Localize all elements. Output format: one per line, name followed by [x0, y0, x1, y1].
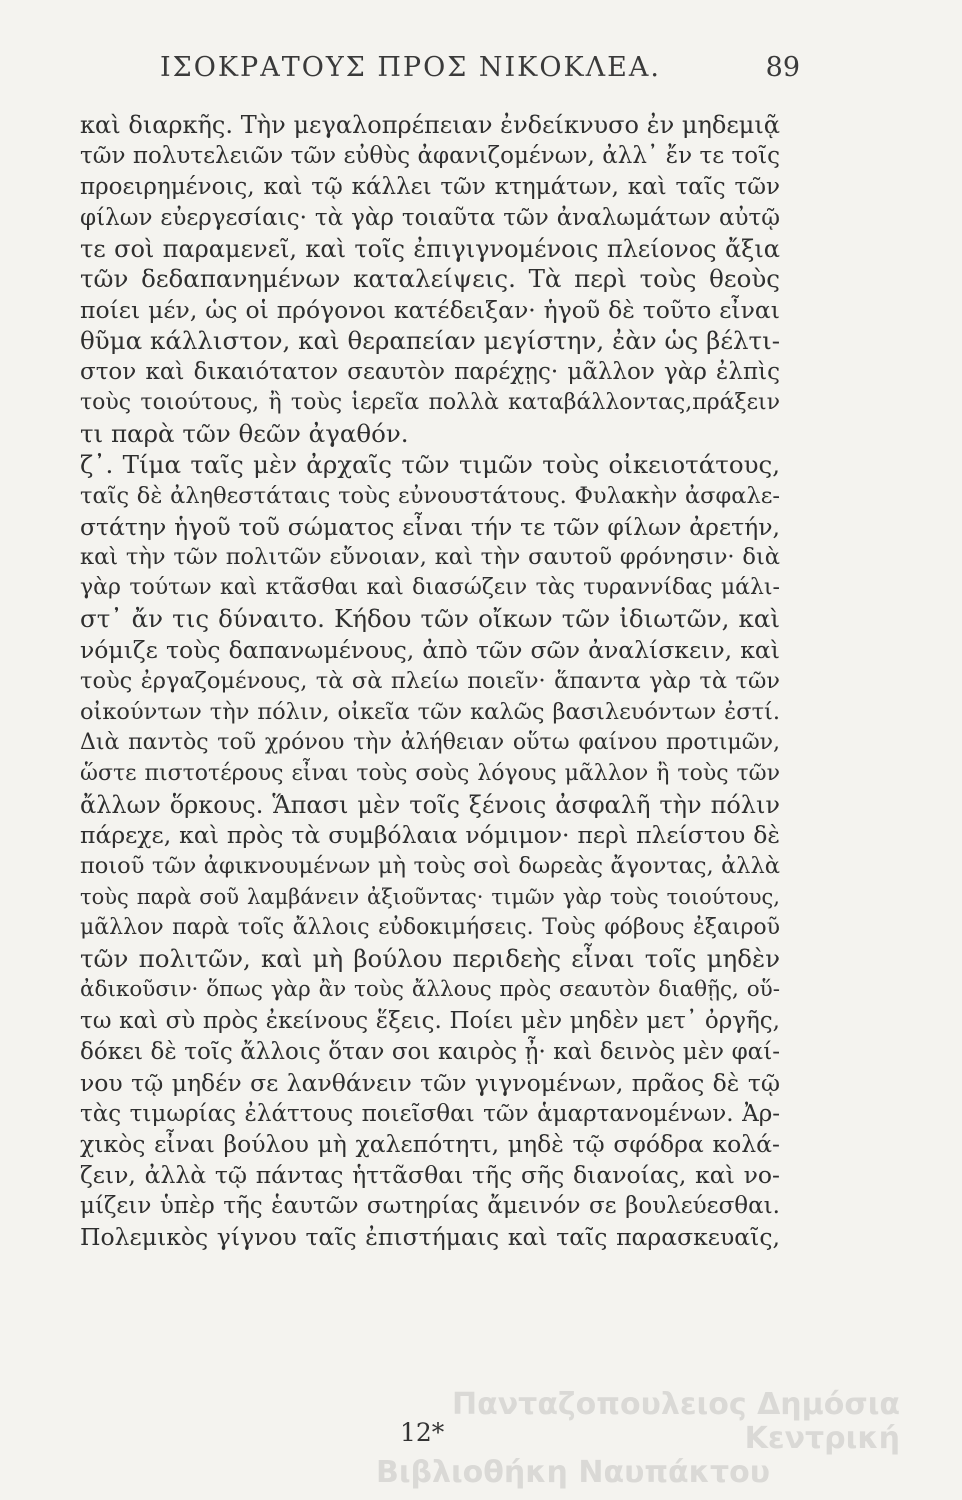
text-line: τω καὶ σὺ πρὸς ἐκείνους ἕξεις. Ποίει μὲν μηδὲν μετ᾽ ὀργῆς, [80, 1007, 780, 1034]
text-line: ποιοῦ τῶν ἀφικνουμένων μὴ τοὺς σοὶ δωρεὰς ἄγοντας, ἀλλὰ [80, 853, 780, 880]
text-line: τοὺς τοιούτους, ἢ τοὺς ἱερεῖα πολλὰ καταβάλλοντας,πράξειν [80, 390, 780, 416]
header-title: ΙΣΟΚΡΑΤΟΥΣ ΠΡΟΣ ΝΙΚΟΚΛΕΑ. [160, 52, 661, 83]
text-line: θῦμα κάλλιστον, καὶ θεραπείαν μεγίστην, ἐὰν ὡς βέλτι- [80, 326, 780, 356]
text-line: μᾶλλον παρὰ τοῖς ἄλλοις εὐδοκιμήσεις. Τοὺς φόβους ἐξαιροῦ [80, 915, 780, 941]
text-line: τοὺς παρὰ σοῦ λαμβάνειν ἀξιοῦντας· τιμῶν γὰρ τοὺς τοιούτους, [80, 885, 780, 910]
page-number: 89 [765, 52, 800, 83]
text-line: ποίει μέν, ὡς οἱ πρόγονοι κατέδειξαν· ἡγοῦ δὲ τοῦτο εἶναι [80, 296, 780, 325]
text-line: τῶν πολιτῶν, καὶ μὴ βούλου περιδεὴς εἶναι τοῖς μηδὲν [80, 944, 780, 974]
text-line: χικὸς εἶναι βούλου μὴ χαλεπότητι, μηδὲ τῷ σφόδρα κολά- [80, 1130, 780, 1159]
text-line: στάτην ἡγοῦ τοῦ σώματος εἶναι τήν τε τῶν φίλων ἀρετήν, [80, 512, 780, 541]
text-line: ζειν, ἀλλὰ τῷ πάντας ἡττᾶσθαι τῆς σῆς διανοίας, καὶ νο- [80, 1161, 780, 1190]
text-line: πάρεχε, καὶ πρὸς τὰ συμβόλαια νόμιμον· περὶ πλείστου δὲ [80, 821, 780, 850]
text-line: τι παρὰ τῶν θεῶν ἀγαθόν. [80, 418, 409, 448]
text-line: ταῖς δὲ ἀληθεστάταις τοὺς εὐνουστάτους. Φυλακὴν ἀσφαλε- [80, 482, 780, 509]
text-line: ὥστε πιστοτέρους εἶναι τοὺς σοὺς λόγους μᾶλλον ἢ τοὺς τῶν [80, 760, 780, 786]
signature-mark: 12* [400, 1418, 445, 1447]
text-line: στον καὶ δικαιότατον σεαυτὸν παρέχῃς· μᾶλλον γὰρ ἐλπὶς [80, 359, 780, 386]
text-line: καὶ τὴν τῶν πολιτῶν εὔνοιαν, καὶ τὴν σαυτοῦ φρόνησιν· διὰ [80, 544, 780, 571]
body-text [80, 110, 780, 1253]
text-line: γὰρ τούτων καὶ κτᾶσθαι καὶ διασώζειν τὰς τυραννίδας μάλι- [80, 575, 780, 601]
text-line: φίλων εὐεργεσίαις· τὰ γὰρ τοιαῦτα τῶν ἀναλωμάτων αὐτῷ [80, 204, 780, 231]
text-line: οἰκούντων τὴν πόλιν, οἰκεῖα τῶν καλῶς βασιλευόντων ἐστί. [80, 698, 780, 725]
text-line: μίζειν ὑπὲρ τῆς ἑαυτῶν σωτηρίας ἄμεινόν σε βουλεύεσθαι. [80, 1193, 780, 1220]
text-line: στ᾽ ἄν τις δύναιτο. Κήδου τῶν οἴκων τῶν ἰδιωτῶν, καὶ [80, 604, 780, 634]
text-line: δόκει δὲ τοῖς ἄλλοις ὅταν σοι καιρὸς ᾖ· καὶ δεινὸς μὲν φαί- [80, 1038, 780, 1065]
text-line: Διὰ παντὸς τοῦ χρόνου τὴν ἀλήθειαν οὕτω φαίνου προτιμῶν, [80, 729, 780, 755]
watermark-line-2: Βιβλιοθήκη Ναυπάκτου [375, 1455, 770, 1490]
text-line: καὶ διαρκῆς. Τὴν μεγαλοπρέπειαν ἐνδείκνυσο ἐν μηδεμιᾷ [80, 111, 780, 139]
text-line: τῶν δεδαπανημένων καταλείψεις. Τὰ περὶ τοὺς θεοὺς [80, 264, 780, 294]
text-line: ἀδικοῦσιν· ὅπως γὰρ ἂν τοὺς ἄλλους πρὸς σεαυτὸν διαθῇς, οὕ- [80, 976, 780, 1002]
text-line: τε σοὶ παραμενεῖ, καὶ τοῖς ἐπιγιγνομένοις πλείονος ἄξια [80, 234, 780, 263]
text-line: νου τῷ μηδέν σε λανθάνειν τῶν γιγνομένων, πρᾶος δὲ τῷ [80, 1068, 780, 1097]
text-line: ζ᾽. Τίμα ταῖς μὲν ἀρχαῖς τῶν τιμῶν τοὺς οἰκειοτάτους, [80, 449, 780, 479]
text-line: τῶν πολυτελειῶν τῶν εὐθὺς ἀφανιζομένων, ἀλλ᾽ ἔν τε τοῖς [80, 142, 780, 169]
text-line: προειρημένοις, καὶ τῷ κάλλει τῶν κτημάτων, καὶ ταῖς τῶν [80, 173, 780, 200]
text-line: νόμιζε τοὺς δαπανωμένους, ἀπὸ τῶν σῶν ἀναλίσκειν, καὶ [80, 636, 780, 665]
running-header [160, 52, 800, 92]
watermark-line-1: Πανταζοπουλειος Δημόσια Κεντρική [452, 1387, 900, 1456]
text-line: τὰς τιμωρίας ἐλάττους ποιεῖσθαι τῶν ἁμαρτανομένων. Ἀρ- [80, 1100, 780, 1127]
text-line: ἄλλων ὅρκους. Ἅπασι μὲν τοῖς ξένοις ἀσφαλῆ τὴν πόλιν [80, 790, 780, 819]
text-line: Πολεμικὸς γίγνου ταῖς ἐπιστήμαις καὶ ταῖς παρασκευαῖς, [80, 1223, 780, 1252]
text-line: τοὺς ἐργαζομένους, τὰ σὰ πλείω ποιεῖν· ἅπαντα γὰρ τὰ τῶν [80, 668, 780, 695]
